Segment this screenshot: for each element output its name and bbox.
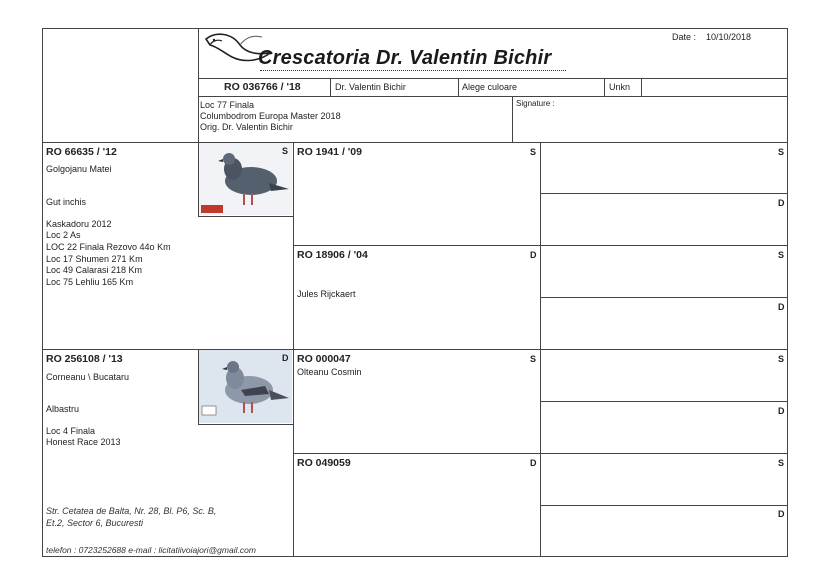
bird-note-1: Loc 77 Finala [200,100,255,110]
great-grandparent-sex: S [778,147,785,157]
signature-label: Signature : [516,99,555,108]
date-label: Date : [672,32,697,42]
bird-ring: RO 036766 / '18 [224,81,301,93]
sire-ring: RO 66635 / '12 [46,146,117,158]
grandparent-note: Olteanu Cosmin [297,367,362,377]
sire-result: Loc 17 Shumen 271 Km [46,254,143,264]
dam-color: Albastru [46,404,80,414]
grandparent-ring: RO 000047 [297,353,351,365]
great-grandparent-sex: S [778,458,785,468]
great-grandparent-sex: D [778,198,785,208]
bird-note-3: Orig. Dr. Valentin Bichir [200,122,293,132]
dam-ring: RO 256108 / '13 [46,353,123,365]
sire-photo [199,143,292,215]
pigeon-photo-icon [199,350,292,423]
sire-color: Gut inchis [46,197,87,207]
address-line-2: Et.2, Sector 6, Bucuresti [46,518,144,528]
grandparent-note: Jules Rijckaert [297,289,356,299]
address-line-1: Str. Cetatea de Balta, Nr. 28, Bl. P6, Sc. B, [46,506,217,516]
sire-result: Loc 2 As [46,230,81,240]
page-title: Crescatoria Dr. Valentin Bichir [258,47,552,69]
sire-result: Kaskadoru 2012 [46,219,112,229]
grandparent-sex: D [530,458,537,468]
dam-result: Loc 4 Finala [46,426,96,436]
dam-result: Honest Race 2013 [46,437,121,447]
dam-photo [199,350,292,423]
grandparent-sex: D [530,250,537,260]
great-grandparent-sex: S [778,354,785,364]
sire-result: Loc 49 Calarasi 218 Km [46,265,143,275]
grandparent-sex: S [530,147,537,157]
sex-field[interactable]: Unkn [609,82,631,92]
grandparent-ring: RO 18906 / '04 [297,249,368,261]
color-field[interactable]: Alege culoare [462,82,518,92]
sire-result: Loc 75 Lehliu 165 Km [46,277,134,287]
dam-photo-sex: D [282,353,289,363]
great-grandparent-sex: D [778,406,785,416]
sire-result: LOC 22 Finala Rezovo 44o Km [46,242,171,252]
great-grandparent-sex: D [778,509,785,519]
title-underline [260,70,566,71]
pigeon-photo-icon [199,143,292,215]
bird-note-2: Columbodrom Europa Master 2018 [200,111,341,121]
owner-name: Dr. Valentin Bichir [335,82,406,92]
contact-info: telefon : 0723252688 e-mail : licitatiivoiajori@gmail.com [46,545,256,555]
grandparent-ring: RO 049059 [297,457,351,469]
great-grandparent-sex: S [778,250,785,260]
grandparent-ring: RO 1941 / '09 [297,146,362,158]
sire-photo-sex: S [282,146,289,156]
sire-breeder: Golgojanu Matei [46,164,112,174]
grandparent-sex: S [530,354,537,364]
date-value: 10/10/2018 [706,32,752,42]
dam-breeder: Corneanu \ Bucataru [46,372,130,382]
great-grandparent-sex: D [778,302,785,312]
